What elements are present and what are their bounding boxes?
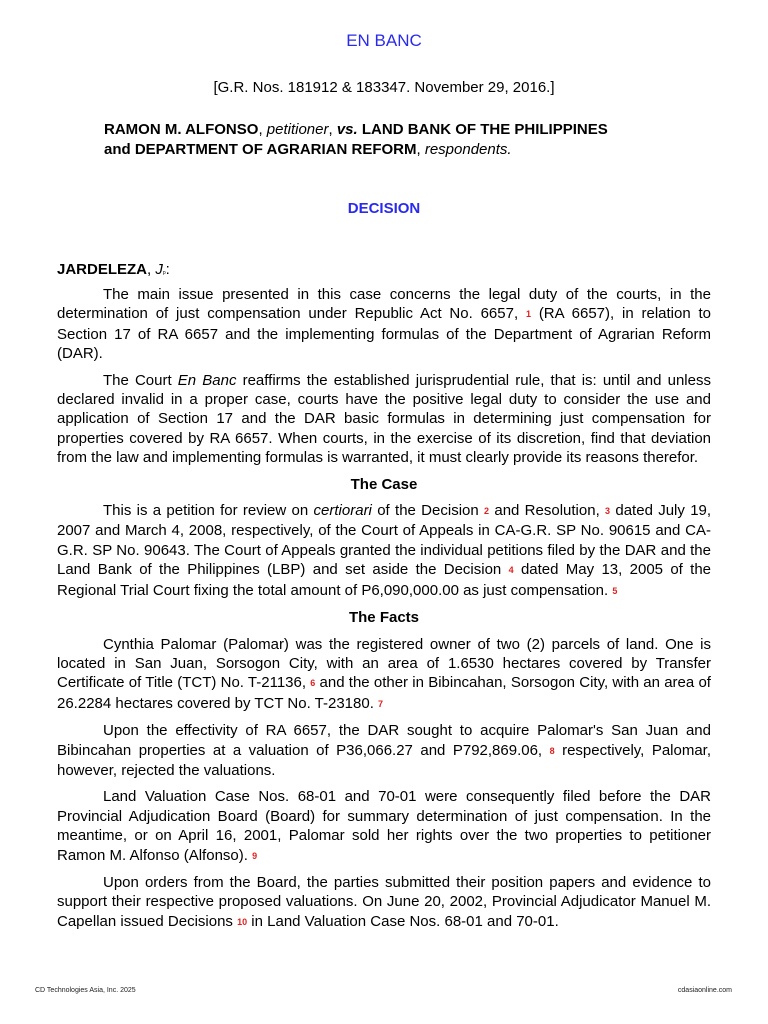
footnote-10[interactable]: 10 <box>237 916 248 927</box>
paragraph-3: This is a petition for review on certiorari of the Decision 2 and Resolution, 3 dated July 19, 2007 and March 4, 2008, respectively, of the Court of Appeals in CA-G.R. SP No. 90615 and CA-G.R. SP No. 90643. The Court of Appeals granted the individual petitions filed by the DAR and the Land Bank of the Philippines (LBP) and set aside the Decision 4 dated May 13, 2005 of the Regional Trial Court fixing the total amount of P6,090,000.00 as just compensation. 5 <box>57 502 712 599</box>
footer-site: cdasiaonline.com <box>677 987 732 994</box>
paragraph-1: The main issue presented in this case concerns the legal duty of the courts, in the determination of just compensation under Republic Act No. 6657, 1 (RA 6657), in relation to Section 17 of RA 6657 and the implementing formulas of the Department of Agrarian Reform (DAR). <box>57 286 712 363</box>
footnote-2[interactable]: 2 <box>484 506 490 517</box>
division-heading[interactable]: EN BANC <box>346 31 422 50</box>
footnote-9[interactable]: 9 <box>252 850 258 861</box>
footnote-1[interactable]: 1 <box>525 309 531 320</box>
petitioner-name: RAMON M. ALFONSO <box>104 121 259 138</box>
paragraph-7: Upon orders from the Board, the parties submitted their position papers and evidence to support their respective proposed valuations. On June 20, 2002, Provincial Adjudicator Manuel M. Capellan issued Decisions 10 in Land Valuation Case Nos. 68-01 and 70-01. <box>57 873 711 930</box>
ponente-title: J <box>155 261 163 278</box>
ponente: JARDELEZA, Jp: <box>57 261 170 278</box>
respondent-name-2: and DEPARTMENT OF AGRARIAN REFORM <box>104 141 417 158</box>
footnote-8[interactable]: 8 <box>549 745 555 756</box>
paragraph-5: Upon the effectivity of RA 6657, the DAR sought to acquire Palomar's San Juan and Bibincahan properties at a valuation of P36,066.27 and P792,869.06, 8 respectively, Palomar, however, rejected the valuations. <box>57 722 712 779</box>
footer-copyright: CD Technologies Asia, Inc. 2025 <box>35 987 136 994</box>
footnote-6[interactable]: 6 <box>310 678 316 689</box>
decision-body <box>57 285 711 939</box>
case-parties: RAMON M. ALFONSO, petitioner, vs. LAND BANK OF THE PHILIPPINES and DEPARTMENT OF AGRARIAN REFORM, respondents. <box>104 121 608 158</box>
footnote-3[interactable]: 3 <box>605 506 611 517</box>
petitioner-role: petitioner <box>266 121 329 138</box>
decision-heading[interactable]: DECISION <box>347 200 421 217</box>
ponente-colon: : <box>165 261 170 278</box>
footnote-5[interactable]: 5 <box>612 585 618 596</box>
heading-the-facts: The Facts <box>348 609 420 627</box>
respondent-name-1: LAND BANK OF THE PHILIPPINES <box>361 121 608 138</box>
respondent-role: respondents. <box>424 141 512 158</box>
footnote-4[interactable]: 4 <box>508 565 514 576</box>
paragraph-2: The Court En Banc reaffirms the established jurisprudential rule, that is: until and unless declared invalid in a proper case, courts have the positive legal duty to consider the use and application of Section 17 and the DAR basic formulas in determining just compensation for properties covered by RA 6657. When courts, in the exercise of its discretion, find that deviation from the law and implementing formulas is warranted, it must clearly provide its reasons therefor. <box>57 371 711 467</box>
ponente-jr: p <box>162 270 166 276</box>
footnote-7[interactable]: 7 <box>378 698 384 709</box>
paragraph-4: Cynthia Palomar (Palomar) was the registered owner of two (2) parcels of land. One is located in San Juan, Sorsogon City, with an area of 1.6530 hectares covered by Transfer Certificate of Title (TCT) No. T-21136, 6 and the other in Bibincahan, Sorsogon City, with an area of 26.2284 hectares covered by TCT No. T-23180. 7 <box>57 635 711 712</box>
gr-number-line: [G.R. Nos. 181912 & 183347. November 29, 2016.] <box>213 79 555 96</box>
versus: vs. <box>336 121 358 138</box>
heading-the-case: The Case <box>350 475 418 493</box>
ponente-name: JARDELEZA <box>57 261 148 278</box>
paragraph-6: Land Valuation Case Nos. 68-01 and 70-01 were consequently filed before the DAR Provincial Adjudication Board (Board) for summary determination of just compensation. In the meantime, or on April 16, 2001, Palomar sold her rights over the two properties to petitioner Ramon M. Alfonso (Alfonso). 9 <box>57 788 711 864</box>
